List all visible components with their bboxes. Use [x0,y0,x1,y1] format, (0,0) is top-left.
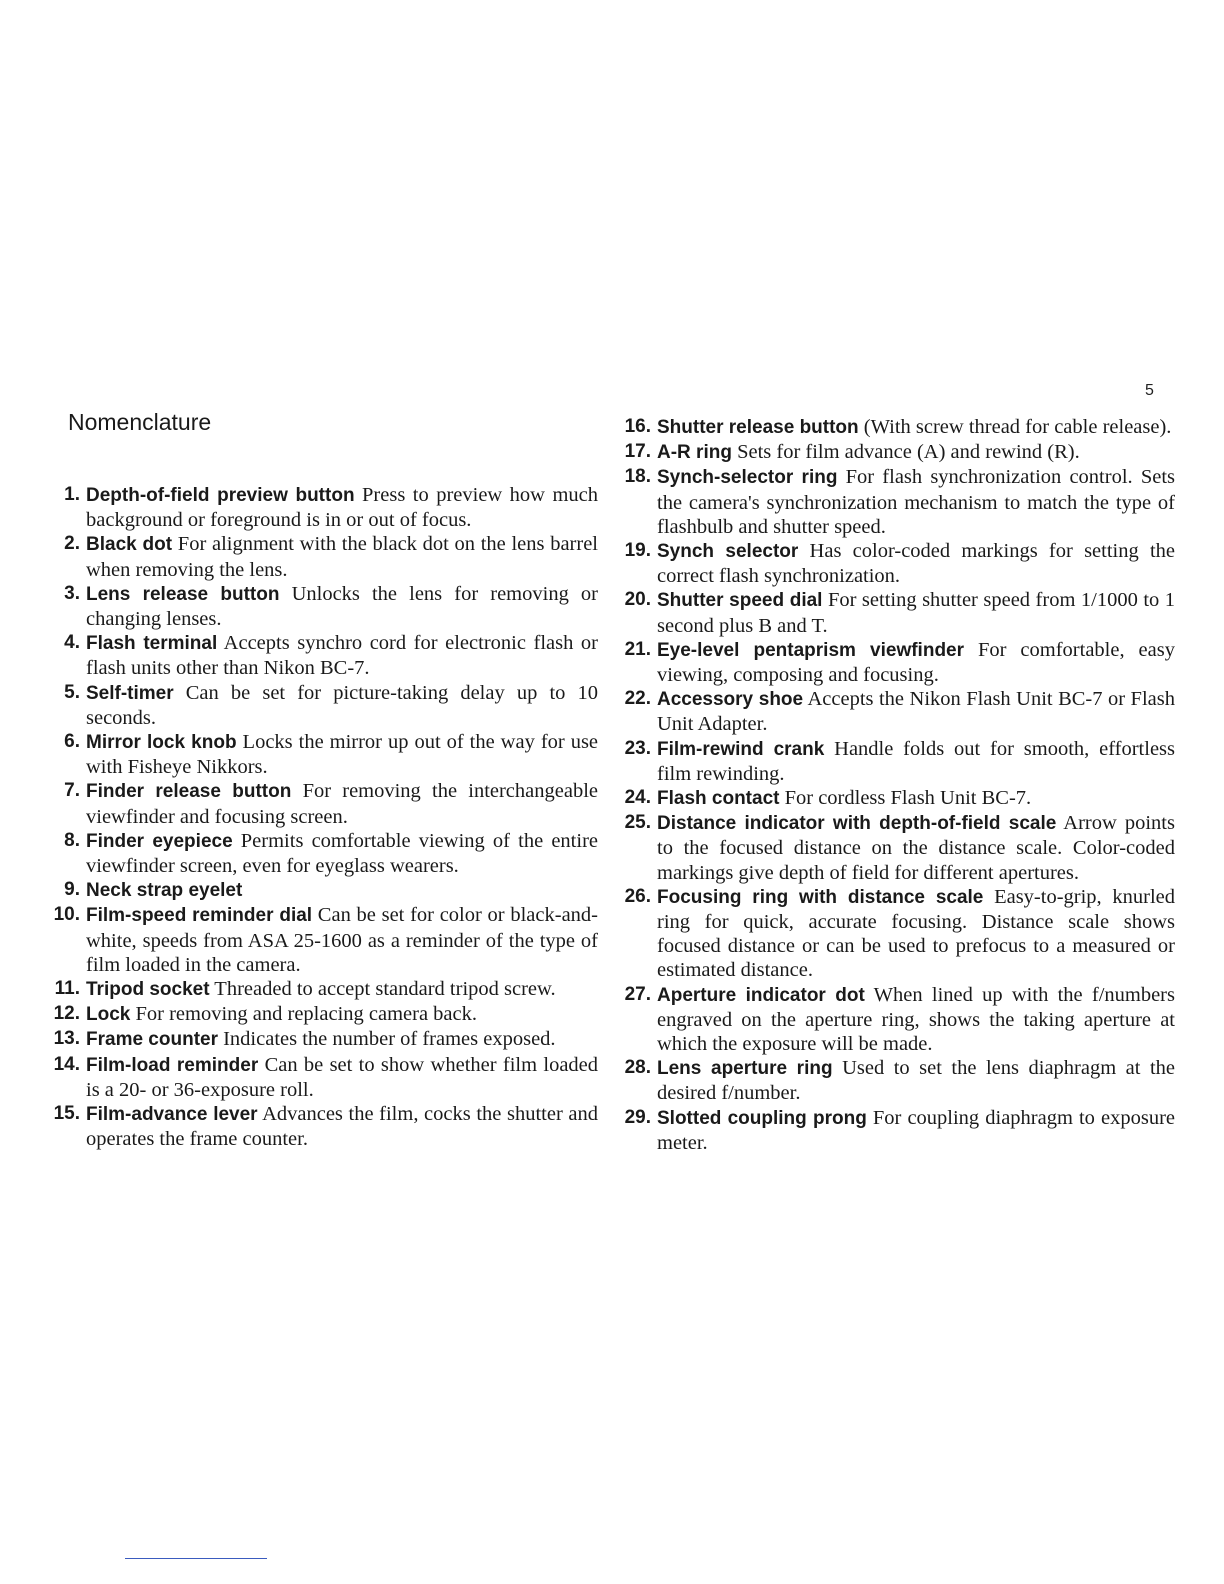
item-term: A-R ring [657,442,732,464]
list-item [42,878,598,903]
item-term: Accessory shoe [657,689,804,711]
item-description: For removing and replacing camera back. [135,1003,478,1026]
list-item [42,829,598,878]
item-description: Threaded to accept standard tripod screw. [214,978,556,1001]
item-number: 27. [624,983,651,1005]
list-item [613,687,1175,736]
item-term: Shutter release button [657,417,859,438]
item-number: 3. [64,582,80,604]
list-item [613,1106,1175,1155]
item-description: Easy-to-grip, knurled ring for quick, accurate focusing. Distance scale shows focused distance or can be used to prefocus to a measured or estimated distance. [657,885,1175,982]
item-description: For removing the interchangeable viewfinder and focusing screen. [86,780,599,828]
footer-rule [125,1558,267,1559]
item-number: 20. [624,589,651,611]
item-term: Flash contact [657,788,780,810]
item-number: 24. [624,787,651,809]
item-term: Focusing ring with distance scale [657,886,984,908]
item-description: Arrow points to the focused distance on the distance scale. Color-coded markings give depth of field for different apertures. [657,812,1175,884]
item-description: Locks the mirror up out of the way for use with Fisheye Nikkors. [86,731,599,779]
list-item [613,885,1175,983]
item-term: Finder release button [86,781,292,803]
item-term: Mirror lock knob [86,732,237,754]
item-number: 6. [64,731,80,753]
item-term: Film-advance lever [86,1104,258,1126]
item-term: Depth-of-field preview button [86,485,355,506]
item-term: Lens aperture ring [657,1058,833,1080]
item-description: Used to set the lens diaphragm at the desired f/number. [657,1057,1175,1105]
item-number: 15. [53,1103,80,1125]
item-number: 18. [624,466,651,488]
item-number: 11. [54,978,80,1000]
list-item [42,1053,598,1102]
item-number: 25. [624,812,651,834]
item-number: 21. [624,638,651,660]
item-number: 14. [53,1053,80,1075]
list-item [613,539,1175,588]
list-item [42,681,598,730]
item-number: 13. [53,1028,80,1050]
item-term: Film-load reminder [86,1054,259,1076]
item-description: When lined up with the f/numbers engraved on the aperture ring, shows the taking aperture at which the exposure will be made. [657,983,1175,1056]
item-term: Lens release button [86,583,280,605]
item-description: Can be set to show whether film loaded is a 20- or 36-exposure roll. [86,1053,599,1101]
item-number: 5. [64,681,80,703]
item-term: Eye-level pentaprism viewfinder [657,639,965,661]
item-term: Flash terminal [86,633,218,655]
item-number: 29. [624,1106,651,1128]
list-item [42,779,598,828]
item-description: Advances the film, cocks the shutter and operates the frame counter. [86,1103,598,1151]
item-number: 23. [624,737,651,759]
item-number: 22. [624,688,651,710]
list-item [42,903,598,977]
item-term: Aperture indicator dot [657,984,865,1006]
list-item [42,977,598,1002]
list-item [613,638,1175,687]
list-item [42,483,598,532]
list-item [42,1102,598,1151]
item-description: (With screw thread for cable release). [863,416,1172,438]
item-description: For flash synchronization control. Sets the camera's synchronization mechanism to match the type of flashbulb and shutter speed. [657,466,1175,538]
item-number: 26. [624,885,651,907]
item-description: Can be set for color or black-and-white, speeds from ASA 25-1600 as a reminder of the type of film loaded in the camera. [86,904,598,976]
list-item [613,415,1175,440]
item-number: 10. [53,904,80,926]
list-item [42,1027,598,1052]
item-term: Film-speed reminder dial [86,905,313,927]
item-term: Neck strap eyelet [86,880,243,902]
item-term: Finder eyepiece [86,830,233,852]
list-item [42,631,598,680]
item-number: 17. [624,441,651,463]
item-term: Self-timer [86,682,174,704]
item-description: For cordless Flash Unit BC-7. [784,787,1032,810]
list-item [613,440,1175,465]
item-term: Black dot [86,534,173,556]
item-term: Frame counter [86,1029,218,1051]
page-title: Nomenclature [68,409,212,435]
item-number: 7. [64,780,80,802]
list-item [42,730,598,779]
item-number: 8. [64,829,80,851]
list-item [613,786,1175,811]
item-description: For comfortable, easy viewing, composing and focusing. [657,638,1175,687]
item-number: 9. [64,879,80,901]
list-item [42,582,598,631]
item-description: Indicates the number of frames exposed. [223,1028,556,1051]
item-term: Distance indicator with depth-of-field scale [657,813,1057,835]
list-item [613,811,1175,885]
item-number: 4. [64,632,80,654]
item-term: Film-rewind crank [657,738,825,760]
item-description: Press to preview how much background or foreground is in or out of focus. [86,484,598,532]
list-item [613,737,1175,786]
item-description: For setting shutter speed from 1/1000 to 1 second plus B and T. [657,589,1176,637]
item-term: Tripod socket [86,979,210,1001]
item-description: Can be set for picture-taking delay up to 10 seconds. [86,681,598,729]
list-item [613,465,1175,539]
item-number: 16. [624,416,651,437]
item-description: Accepts the Nikon Flash Unit BC-7 or Flash Unit Adapter. [657,688,1175,736]
item-number: 28. [624,1057,651,1079]
item-term: Synch selector [657,541,799,563]
item-description: Permits comfortable viewing of the entire viewfinder screen, even for eyeglass wearers. [86,829,598,878]
list-item [613,1056,1175,1105]
list-item [613,588,1175,637]
item-description: Unlocks the lens for removing or changing lenses. [86,582,599,631]
right-column [613,415,1175,1155]
item-description: For alignment with the black dot on the lens barrel when removing the lens. [86,533,598,581]
list-item [42,1002,598,1027]
item-term: Slotted coupling prong [657,1107,867,1129]
list-item [42,532,598,581]
item-description: Sets for film advance (A) and rewind (R). [737,441,1080,464]
item-term: Shutter speed dial [657,590,823,612]
item-term: Synch-selector ring [657,467,838,489]
item-number: 1. [64,484,80,505]
item-number: 12. [53,1003,80,1025]
item-description: Has color-coded markings for setting the correct flash synchronization. [657,540,1176,588]
item-term: Lock [86,1004,131,1026]
item-number: 19. [624,540,651,562]
page-number: 5 [1145,382,1154,399]
item-description: For coupling diaphragm to exposure meter. [657,1106,1175,1154]
item-description: Handle folds out for smooth, effortless film rewinding. [657,737,1176,785]
left-column [42,483,598,1151]
list-item [613,983,1175,1057]
item-description: Accepts synchro cord for electronic flash or flash units other than Nikon BC-7. [86,632,598,680]
item-number: 2. [64,533,80,555]
